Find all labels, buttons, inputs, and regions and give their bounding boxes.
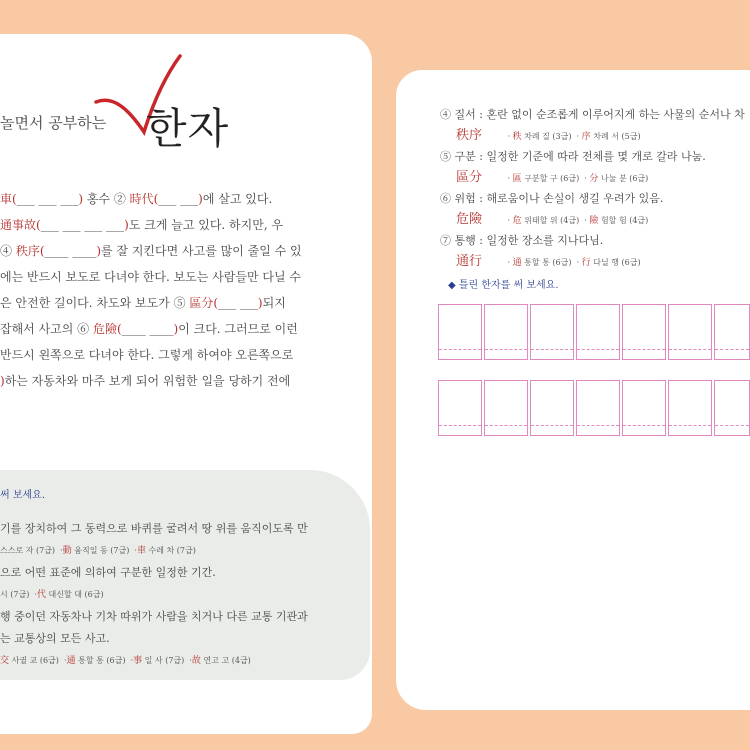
definition-hanja: 秩序 · 秩 차례 질 (3급) · 序 차례 서 (5급) — [456, 128, 641, 143]
page-subtitle: 놀면서 공부하는 — [0, 114, 107, 132]
writing-cell[interactable] — [438, 304, 482, 360]
passage-line: 반드시 왼쪽으로 다녀야 한다. 그렇게 하여야 오른쪽으로 — [0, 348, 294, 362]
exercise-gloss: 스스로 자 (7급) ·動 움직일 동 (7급) ·車 수레 차 (7급) — [0, 546, 196, 556]
definition-hanja: 區分 · 區 구분할 구 (6급) · 分 나눌 분 (6급) — [456, 170, 649, 185]
writing-cell[interactable] — [622, 380, 666, 436]
exercise-gloss: 시 (7급) ·代 대신할 대 (6급) — [0, 590, 104, 600]
practice-instruction: ◆ 틀린 한자를 써 보세요. — [448, 280, 559, 291]
exercise-header: 써 보세요. — [0, 490, 45, 501]
passage-line: 通事故(___ ___ ___ ___)도 크게 늘고 있다. 하지만, 우 — [0, 212, 372, 238]
exercise-definition: 기를 장치하여 그 동력으로 바퀴를 굴려서 땅 위를 움직이도록 만 — [0, 522, 308, 535]
exercise-definition: 행 중이던 자동차나 기차 따위가 사람을 치거나 다른 교통 기관과 — [0, 610, 308, 623]
exercise-definition: 으로 어떤 표준에 의하여 구분한 일정한 기간. — [0, 566, 216, 579]
vocabulary-definitions — [440, 104, 750, 272]
passage-line: 은 안전한 길이다. 차도와 보도가 ⑤ 區分(___ ___)되지 — [0, 290, 372, 316]
writing-cell[interactable] — [576, 380, 620, 436]
passage-line: 잡해서 사고의 ⑥ 危險(____ ____)이 크다. 그러므로 이런 — [0, 316, 372, 342]
writing-cell[interactable] — [438, 380, 482, 436]
writing-cell[interactable] — [484, 304, 528, 360]
passage-line: )하는 자동차와 마주 보게 되어 위험한 일을 당하기 전에 — [0, 374, 291, 388]
writing-cell[interactable] — [668, 304, 712, 360]
definition-line: ④ 질서 : 혼란 없이 순조롭게 이루어지게 하는 사물의 순서나 차 — [440, 108, 745, 121]
passage-line: 에는 반드시 보도로 다녀야 한다. 보도는 사람들만 다닐 수 — [0, 270, 301, 284]
exercise-gloss: 交 사귈 교 (6급) ·通 통할 통 (6급) ·事 일 사 (7급) ·故 연고 고 (4급) — [0, 656, 251, 666]
definition-line: ⑥ 위험 : 해로움이나 손실이 생길 우려가 있음. — [440, 192, 664, 205]
writing-cell[interactable] — [530, 304, 574, 360]
definition-line: ⑦ 통행 : 일정한 장소를 지나다님. — [440, 234, 604, 247]
writing-cell[interactable] — [714, 380, 750, 436]
writing-cell[interactable] — [622, 304, 666, 360]
passage-line: 車(___ ___ ___) 홍수 ② 時代(___ ___)에 살고 있다. — [0, 186, 372, 212]
passage-line: ④ 秩序(____ ____)를 잘 지킨다면 사고를 많이 줄일 수 있 — [0, 238, 372, 264]
writing-cell[interactable] — [668, 380, 712, 436]
page-title: 한자 — [146, 104, 230, 153]
reading-passage — [0, 186, 372, 394]
definition-line: ⑤ 구분 : 일정한 기준에 따라 전체를 몇 개로 갈라 나눔. — [440, 150, 706, 163]
exercise-definition: 는 교통상의 모든 사고. — [0, 632, 110, 645]
definition-hanja: 危險 · 危 위태할 위 (4급) · 險 험할 험 (4급) — [456, 212, 649, 227]
writing-cell[interactable] — [484, 380, 528, 436]
writing-cell[interactable] — [576, 304, 620, 360]
writing-cell[interactable] — [714, 304, 750, 360]
exercise-lines — [0, 518, 370, 672]
definition-hanja: 通行 · 通 통할 통 (6급) · 行 다닐 행 (6급) — [456, 254, 641, 269]
writing-cell[interactable] — [530, 380, 574, 436]
